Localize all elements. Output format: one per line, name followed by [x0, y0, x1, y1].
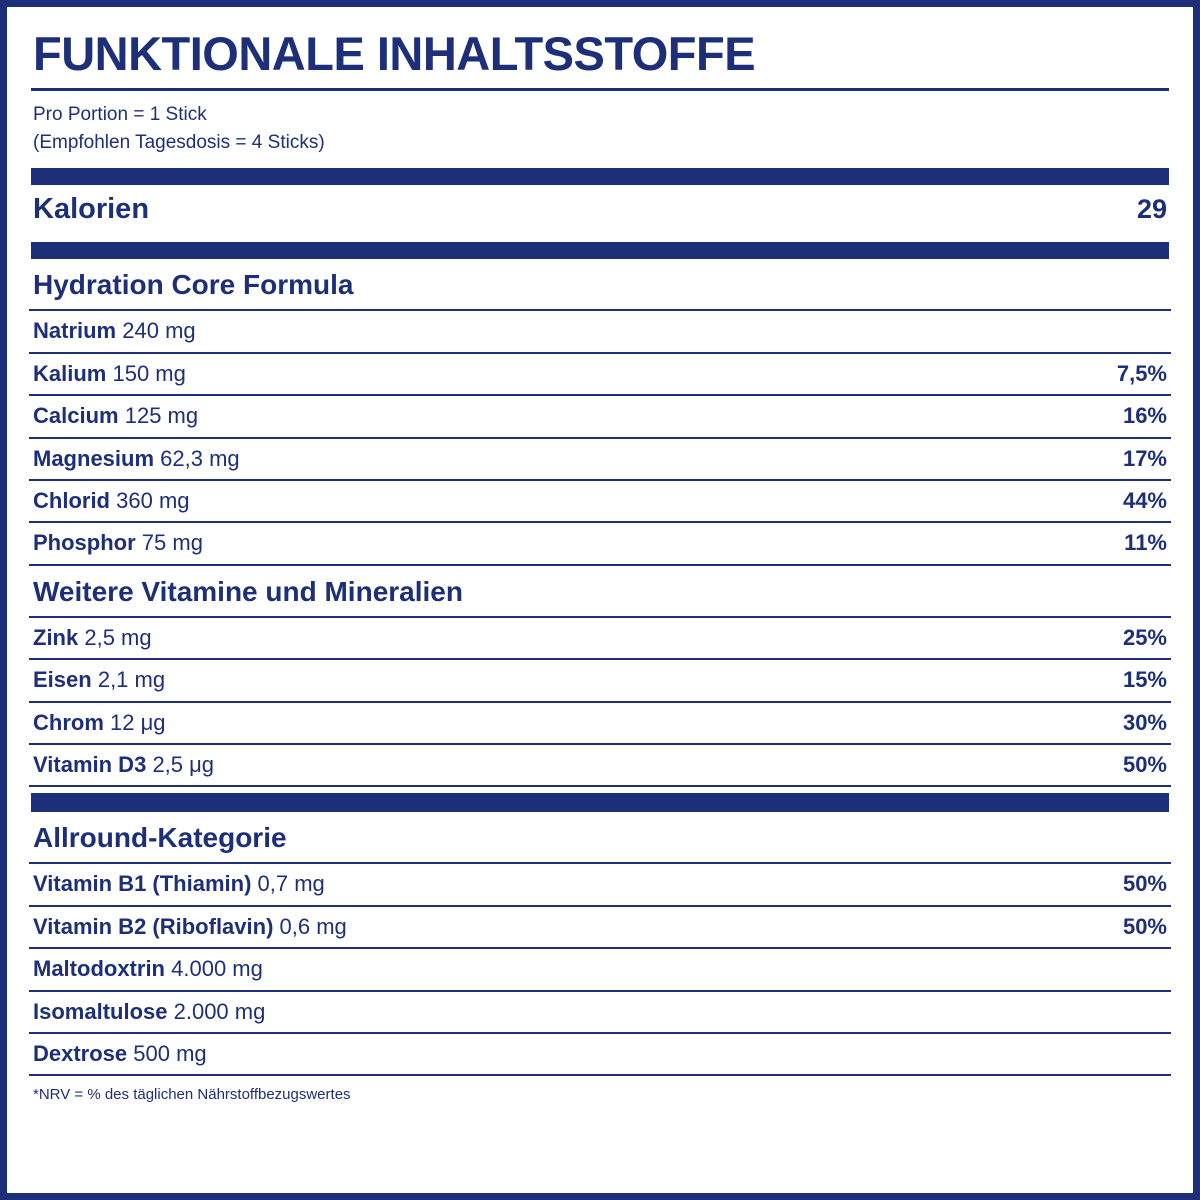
table-row: [29, 949, 1171, 991]
nutrient-nrv: 16%: [1122, 403, 1167, 429]
nutrient-name: Vitamin D3: [33, 751, 147, 777]
row-label: [33, 530, 203, 556]
nutrient-amount: 2,1 mg: [97, 667, 166, 693]
row-label: [33, 914, 347, 940]
row-label: [33, 956, 263, 982]
serving-line-1: Pro Portion = 1 Stick: [33, 104, 207, 126]
page-title: FUNKTIONALE INHALTSSTOFFE: [33, 27, 756, 80]
table-row: [29, 992, 1171, 1034]
row-label: [33, 361, 186, 387]
nutrient-amount: 0,7 mg: [257, 871, 325, 897]
nutrient-amount: 150 mg: [112, 360, 186, 386]
nutrient-name: Natrium: [33, 318, 117, 344]
nutrient-nrv: 50%: [1122, 871, 1167, 897]
nutrient-nrv: 11%: [1124, 530, 1167, 556]
nutrient-amount: 12 μg: [110, 709, 166, 735]
table-row: [29, 907, 1171, 949]
divider-bar-allround: [31, 793, 1169, 812]
nutrient-name: Vitamin B2 (Riboflavin): [33, 913, 274, 939]
table-row: [29, 481, 1171, 523]
calories-value: 29: [1136, 194, 1167, 225]
section-heading-allround: Allround-Kategorie: [29, 812, 1171, 864]
table-row: [29, 745, 1171, 787]
section-heading-vitamins: Weitere Vitamine und Mineralien: [29, 566, 1171, 618]
nutrient-name: Dextrose: [33, 1040, 128, 1066]
nutrient-nrv: 7,5%: [1116, 360, 1167, 386]
row-label: [33, 403, 198, 429]
table-row: [29, 396, 1171, 438]
nutrient-nrv: 50%: [1122, 913, 1167, 939]
calories-row: [29, 185, 1171, 236]
calories-label: Kalorien: [33, 193, 150, 226]
table-row: [29, 523, 1171, 565]
table-row: [29, 311, 1171, 353]
serving-line-2: (Empfohlen Tagesdosis = 4 Sticks): [33, 131, 325, 153]
table-row: [29, 703, 1171, 745]
nutrient-name: Kalium: [33, 360, 107, 386]
nutrient-nrv: 50%: [1122, 751, 1167, 777]
nutrient-name: Isomaltulose: [33, 998, 168, 1024]
section-heading-hydration: Hydration Core Formula: [29, 259, 1171, 311]
row-label: [33, 1041, 207, 1067]
nutrient-amount: 4.000 mg: [171, 956, 263, 982]
nutrient-nrv: 15%: [1122, 667, 1167, 693]
nutrient-name: Vitamin B1 (Thiamin): [33, 871, 252, 897]
nutrient-amount: 500 mg: [133, 1040, 207, 1066]
nutrient-name: Eisen: [33, 667, 92, 693]
nutrient-name: Maltodoxtrin: [33, 956, 165, 982]
nutrient-name: Chrom: [33, 709, 104, 735]
divider-bar-top: [31, 168, 1169, 185]
nutrient-name: Zink: [33, 624, 79, 650]
nutrient-amount: 62,3 mg: [160, 445, 240, 471]
nutrient-amount: 2.000 mg: [173, 998, 266, 1024]
table-row: [29, 1034, 1171, 1076]
divider-bar-calories: [31, 242, 1169, 259]
row-label: [33, 667, 165, 693]
nutrient-amount: 0,6 mg: [279, 913, 347, 939]
nutrient-amount: 125 mg: [124, 403, 199, 429]
nutrient-name: Calcium: [33, 403, 119, 429]
row-label: [33, 871, 325, 897]
table-row: [29, 354, 1171, 396]
nutrient-name: Magnesium: [33, 445, 155, 471]
table-row: [29, 439, 1171, 481]
table-row: [29, 864, 1171, 906]
row-label: [33, 752, 214, 778]
nutrient-name: Chlorid: [33, 488, 110, 513]
row-label: [33, 625, 152, 651]
nrv-footnote: *NRV = % des täglichen Nährstoffbezugswertes: [33, 1086, 351, 1104]
nutrient-name: Phosphor: [33, 530, 136, 556]
nutrient-amount: 240 mg: [122, 318, 196, 344]
row-label: [33, 710, 166, 736]
nutrient-amount: 360 mg: [116, 488, 190, 513]
row-label: [33, 999, 265, 1025]
nutrient-nrv: 25%: [1122, 624, 1167, 650]
nutrient-amount: 75 mg: [141, 530, 203, 556]
table-row: [29, 660, 1171, 702]
nutrient-nrv: 30%: [1122, 709, 1167, 735]
nutrient-amount: 2,5 μg: [152, 751, 215, 777]
nutrient-amount: 2,5 mg: [84, 624, 152, 650]
serving-info: [33, 101, 1171, 156]
nutrient-nrv: 17%: [1122, 445, 1167, 471]
row-label: [33, 446, 240, 472]
nutrient-nrv: 44%: [1122, 488, 1167, 513]
table-row: [29, 618, 1171, 660]
row-label: [33, 318, 196, 344]
title-divider: [31, 88, 1169, 91]
row-label: [33, 488, 190, 514]
